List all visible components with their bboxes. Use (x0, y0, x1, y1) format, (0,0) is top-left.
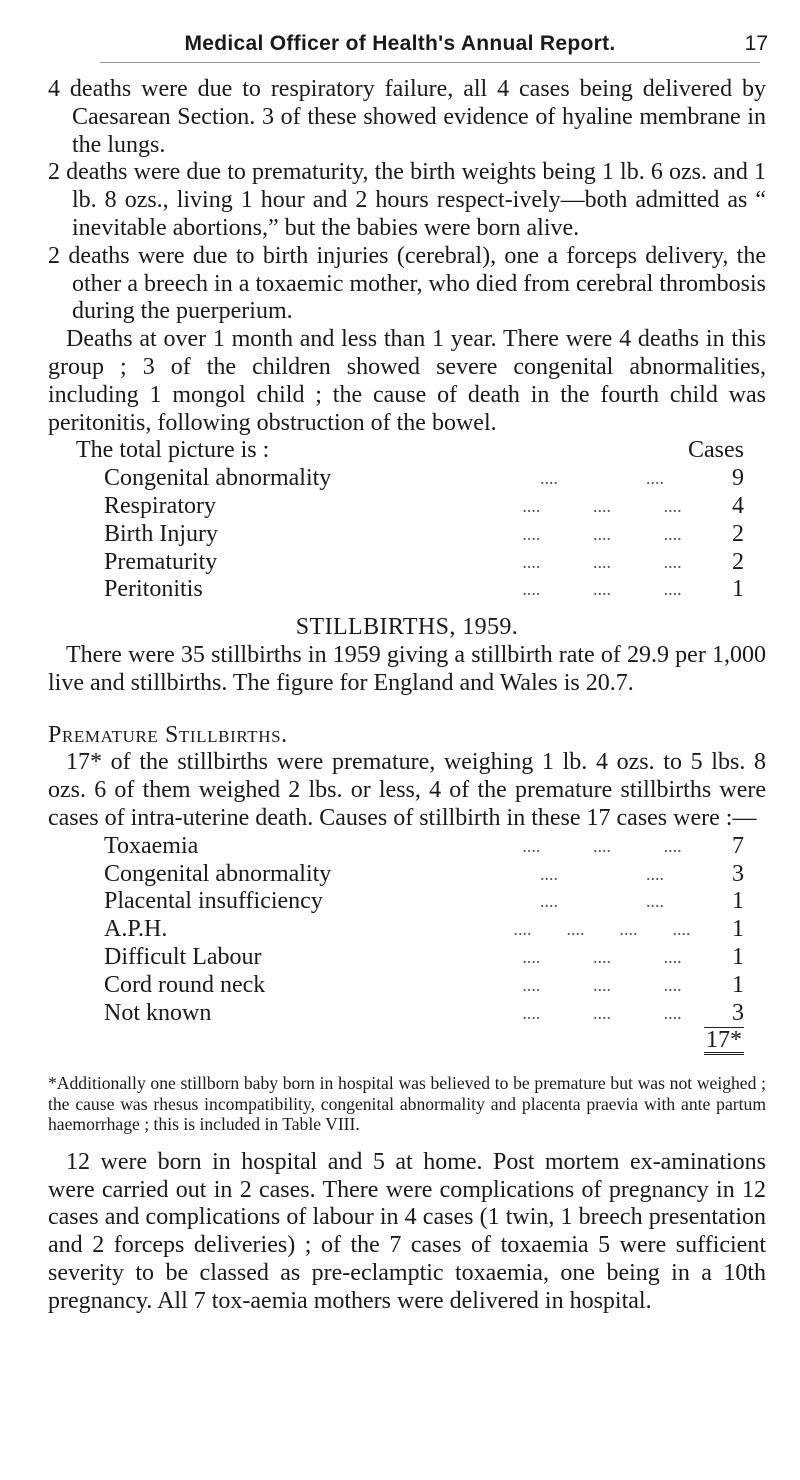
row-value: 1 (732, 971, 744, 998)
table-row (104, 833, 766, 861)
row-leader-dots: .... .... (540, 863, 664, 884)
row-leader-dots: .... .... .... (522, 495, 682, 516)
header-rule (100, 62, 760, 63)
stillbirths-heading: STILLBIRTHS, 1959. (295, 614, 519, 641)
row-leader-dots: .... .... .... (522, 835, 682, 856)
row-value: 7 (732, 832, 744, 859)
page-header (0, 24, 800, 64)
page-body (48, 76, 766, 1316)
row-label: Prematurity (104, 548, 218, 575)
table-row (104, 521, 766, 549)
row-value: 3 (732, 860, 744, 887)
row-leader-dots: .... .... .... .... (513, 919, 691, 940)
paragraph-respiratory: 4 deaths were due to respiratory failure, all 4 cases being delivered by Caesarean Section. 3 of these showed evidence of hyaline membrane in the lungs. (48, 76, 766, 158)
row-label: Birth Injury (104, 520, 218, 547)
paragraph-infant-deaths: Deaths at over 1 month and less than 1 year. There were 4 deaths in this group ; 3 of the children showed severe congenital abnormalities, including 1 mongol child ; the cause of death in the fourth child was peritonitis, following obstruction of the bowel. (48, 326, 766, 436)
row-value: 1 (732, 943, 744, 970)
table-row (104, 576, 766, 604)
row-value: 1 (732, 576, 744, 603)
row-leader-dots: .... .... .... (522, 579, 682, 600)
row-value: 9 (732, 465, 744, 492)
cases-table-intro: The total picture is : (76, 437, 270, 464)
paragraph-stillbirth-rate: There were 35 stillbirths in 1959 giving a stillbirth rate of 29.9 per 1,000 live and stillbirths. The figure for England and Wales is 20.7. (48, 641, 766, 696)
footnote: *Additionally one stillborn baby born in hospital was believed to be premature but was not weighed ; the cause was rhesus incompatibility, congenital abnormality and placenta praevia with ante partum haemorrhage ; this is included in Table VIII. (48, 1073, 766, 1135)
total-row (104, 1027, 766, 1057)
row-label: Placental insufficiency (104, 888, 323, 915)
row-leader-dots: .... .... .... (522, 974, 682, 995)
row-label: Cord round neck (104, 971, 266, 998)
table-row (104, 972, 766, 1000)
row-value: 2 (732, 548, 744, 575)
paragraph-premature-stillbirths: 17* of the stillbirths were premature, weighing 1 lb. 4 ozs. to 5 lbs. 8 ozs. 6 of them weighed 2 lbs. or less, 4 of the premature stillbirths were cases of intra-uterine death. Causes of stillbirth in these 17 cases were :— (48, 749, 766, 831)
table-row (104, 916, 766, 944)
table-row (104, 861, 766, 889)
row-leader-dots: .... .... .... (522, 1002, 682, 1023)
row-value: 4 (732, 492, 744, 519)
row-label: A.P.H. (104, 916, 168, 943)
cases-table-header (76, 437, 766, 465)
row-label: Peritonitis (104, 576, 203, 603)
table-row (104, 549, 766, 577)
row-leader-dots: .... .... .... (522, 946, 682, 967)
paragraph-closing: 12 were born in hospital and 5 at home. Post mortem ex-aminations were carried out in 2 cases. There were complications of pregnancy in 12 cases and complications of labour in 4 cases (1 twin, 1 breech presentation and 2 forceps deliveries) ; of the 7 cases of toxaemia 5 were sufficient severity to be classed as pre-eclamptic toxaemia, one being in a 10th pregnancy. All 7 tox-aemia mothers were delivered in hospital. (48, 1148, 766, 1314)
table-row (104, 1000, 766, 1028)
paragraph-prematurity: 2 deaths were due to prematurity, the birth weights being 1 lb. 6 ozs. and 1 lb. 8 ozs., living 1 hour and 2 hours respect-ively—both admitted as “ inevitable abortions,” but the babies were born alive. (48, 159, 766, 241)
total-value: 17* (706, 1027, 742, 1054)
row-value: 3 (732, 999, 744, 1026)
paragraph-birth-injuries: 2 deaths were due to birth injuries (cerebral), one a forceps delivery, the other a breech in a toxaemic mother, who died from cerebral thrombosis during the puerperium. (48, 242, 766, 325)
row-label: Congenital abnormality (104, 860, 332, 887)
row-label: Congenital abnormality (104, 465, 332, 492)
row-value: 2 (732, 520, 744, 547)
cases-column-header: Cases (688, 437, 744, 464)
row-label: Not known (104, 999, 212, 1026)
row-leader-dots: .... .... (540, 891, 664, 912)
table-row (104, 493, 766, 521)
table-row (104, 944, 766, 972)
table-row (104, 465, 766, 493)
row-leader-dots: .... .... .... (522, 523, 682, 544)
report-title: Medical Officer of Health's Annual Report. (184, 32, 616, 55)
row-label: Toxaemia (104, 832, 199, 859)
row-leader-dots: .... .... .... (522, 551, 682, 572)
table-row (104, 888, 766, 916)
row-leader-dots: .... .... (540, 468, 664, 489)
page-number: 17 (744, 32, 768, 55)
row-label: Difficult Labour (104, 943, 262, 970)
row-label: Respiratory (104, 492, 216, 519)
row-value: 1 (732, 888, 744, 915)
cases-table (104, 465, 766, 604)
premature-stillbirths-heading: Premature Stillbirths. (48, 721, 288, 748)
causes-table (104, 833, 766, 1058)
row-value: 1 (732, 916, 744, 943)
